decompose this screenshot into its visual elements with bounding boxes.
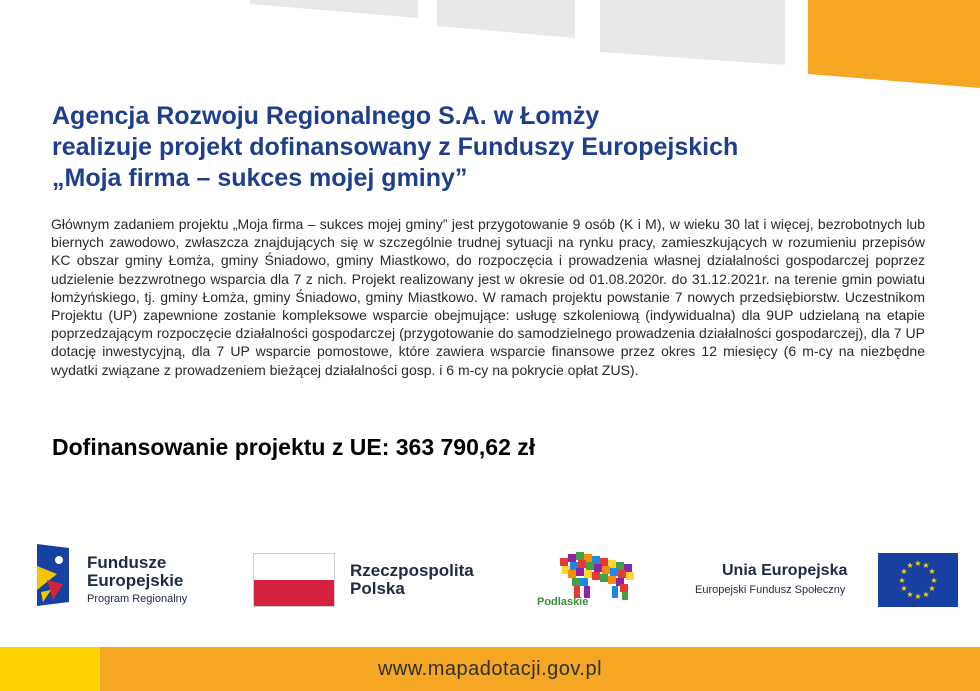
eu-flag-icon: [878, 553, 958, 607]
ue-logo-title: Unia Europejska: [722, 562, 848, 579]
funding-amount: Dofinansowanie projektu z UE: 363 790,62 zł: [52, 434, 536, 460]
svg-text:★: ★: [928, 567, 936, 576]
svg-text:★: ★: [914, 559, 922, 568]
svg-text:★: ★: [914, 592, 922, 601]
ue-logo-subtitle: Europejski Fundusz Społeczny: [695, 584, 846, 596]
title-line-3: „Moja firma – sukces mojej gminy”: [52, 164, 468, 192]
footer-url-link[interactable]: www.mapadotacji.gov.pl: [377, 658, 603, 680]
fe-logo-line2: Europejskie: [87, 570, 184, 590]
svg-text:★: ★: [930, 576, 938, 585]
title-line-1: Agencja Rozwoju Regionalnego S.A. w Łomży: [52, 102, 600, 130]
fe-logo-subtitle: Program Regionalny: [87, 593, 188, 605]
fundusze-europejskie-icon: [33, 544, 73, 606]
svg-text:★: ★: [922, 561, 930, 570]
page-title: [52, 101, 932, 194]
svg-text:★: ★: [928, 584, 936, 593]
svg-text:★: ★: [900, 584, 908, 593]
rp-logo-title: [350, 562, 474, 598]
polish-flag-icon: [253, 553, 335, 607]
svg-text:★: ★: [906, 590, 914, 599]
fe-logo-line1: Fundusze: [87, 553, 167, 572]
podlaskie-label: Podlaskie: [537, 596, 589, 608]
top-decoration: [0, 0, 980, 100]
svg-text:★: ★: [898, 576, 906, 585]
description-paragraph: Głównym zadaniem projektu „Moja firma – sukces mojej gminy” jest przygotowanie 9 osób (K i M), w wieku 30 lat i więcej, bezrobotnych lub biernych zawodowo, zwłaszcza znajdujących się w szczególnie trudnej sytuacji na rynku pracy, zamieszkujących w rozumieniu przepisów KC obszar gminy Łomża, gminy Śniadowo, gminy Miastkowo, do rozpoczęcia i prowadzenia własnej działalności gospodarczej poprzez udzielenie bezzwrotnego wsparcia dla 7 z nich. Projekt realizowany jest w okresie od 01.08.2020r. do 31.12.2021r. na terenie gmin powiatu łomżyńskiego, tj. gminy Łomża, gminy Śniadowo, gminy Miastkowo. W ramach projektu powstanie 7 nowych przedsiębiorstw. Uczestnikom Projektu (UP) zapewnione zostanie kompleksowe wsparcie obejmujące: usługę szkoleniową (indywidualna) dla 9UP udzielaną na etapie poprzedzającym rozpoczęcie działalności gospodarczej (przygotowanie do samodzielnego prowadzenia działalności gospodarczej), dla 7 UP dotację inwestycyjną, dla 7 UP wsparcie pomostowe, które zawiera wsparcie finansowe przez okres 12 miesięcy (6 m-cy na niezbędne wydatki związane z prowadzeniem bieżącej działalności gosp. i 6 m-cy na pokrycie opłat ZUS).: [51, 216, 925, 378]
svg-text:★: ★: [900, 567, 908, 576]
project-description: [51, 215, 925, 379]
fe-logo-title: [87, 554, 183, 590]
svg-text:★: ★: [906, 561, 914, 570]
title-line-2: realizuje projekt dofinansowany z Funduszy Europejskich: [52, 133, 739, 161]
rp-logo-line1: Rzeczpospolita: [350, 561, 474, 580]
rp-logo-line2: Polska: [350, 578, 405, 598]
svg-text:★: ★: [922, 590, 930, 599]
